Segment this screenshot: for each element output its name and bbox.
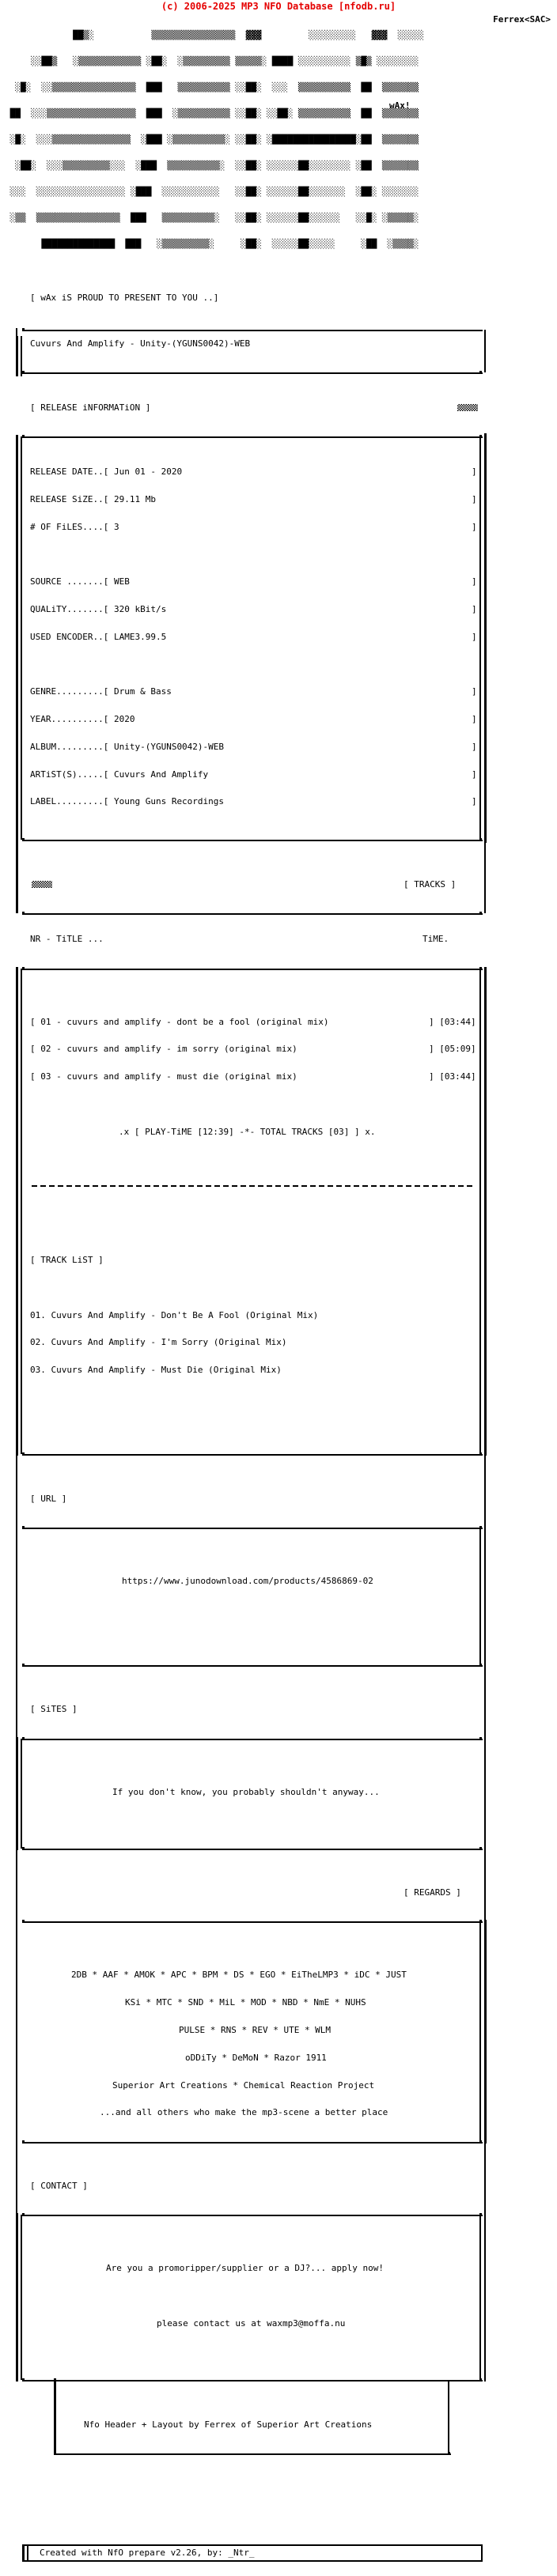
frame-dot [22,838,25,840]
credits-spacer [5,2502,557,2512]
frame-pipe [479,969,481,1454]
tracklist-spacer [5,1393,557,1403]
release-field-4: SOURCE .......[ [30,576,114,587]
regards-bottom-rule [22,2142,483,2144]
sites-bottom-rule [22,1849,483,1850]
tracks-spacer [5,990,557,999]
tracks-header-rule [22,969,483,970]
release-info-bottom-rule [5,834,557,844]
frame-dot [22,1737,25,1739]
ascii-art-line: ██▒░ ▒▒▒▒▒▒▒▒▒▒▒▒▒▒▒▒ ▓▓▓ ░░░░░░░░░ ▓▓▓ ░░░░░ [5,30,430,40]
release-field-8: GENRE.........[ [30,686,114,697]
release-info-top-rule [22,436,483,438]
release-field-row [5,467,557,477]
frame-pipe [21,436,22,840]
frame-dot [479,1737,482,1739]
footer-text: Created with NfO prepare v2.26, by: _Ntr_ [40,2547,255,2558]
release-field-row [5,770,557,780]
frame-pipe [16,2213,18,2381]
release-field-10-value: Unity-(YGUNS0042)-WEB [113,741,225,752]
regards-line [5,2081,557,2091]
release-field-5-value: 320 kBit/s [113,603,167,614]
regards-line-3: oDDiTy * DeMoN * Razor 1911 [185,2052,327,2063]
regards-line [5,2053,557,2063]
footer-top-rule [22,2544,483,2546]
frame-pipe [484,330,486,372]
regards-rule [5,1916,557,1925]
regards-label [5,1888,557,1898]
release-info-shade-marker [457,404,478,411]
frame-pipe [479,436,481,840]
release-field-1-value: 29.11 Mb [113,493,156,504]
tracklist-spacer [5,1210,557,1219]
release-field-row [5,605,557,614]
tracks-col-nr-title: NR - TiTLE ... [30,934,104,945]
tracks-column-header [5,935,557,944]
frame-dot [22,1664,25,1666]
ascii-art-line: ░█░ ░░▒▒▒▒▒▒▒▒▒▒▒▒▒▒▒▒ ███ ▒▒▒▒▒▒▒▒▒▒ ░░██░ ░░░ ▒▒▒▒▒▒▒▒▒▒ ██ ▒▒▒▒▒▒▒ [5,82,430,93]
frame-pipe [21,2215,22,2380]
contact-rule [5,2209,557,2219]
frame-dot [22,912,25,914]
regards-line [5,1970,557,1980]
url-bottom-rule [22,1665,483,1667]
release-field-11-value: Cuvurs And Amplify [113,769,209,780]
tracks-spacer [5,1100,557,1109]
release-field-row [5,715,557,724]
regards-bottom-rule [5,2136,557,2145]
ferrex-sac-tag: Ferrex<SAC> [493,14,551,25]
frame-dot [22,1452,25,1455]
frame-pipe [16,1849,17,1922]
ascii-art-line: ░██░ ░░░▒▒▒▒▒▒▒▒▒░░░ ░███ ▒▒▒▒▒▒▒▒▒▒░ ░░██░ ░░░░░░██░░░░░░░░ ░██ ▒▒▒▒▒▒▒ [5,161,430,171]
release-title-top-rule [22,330,483,331]
ascii-art-line: ░▒▒ ▒▒▒▒▒▒▒▒▒▒▒▒▒▒▒▒ ███ ▒▒▒▒▒▒▒▒▒▒░ ░░██░ ░░░░░░██░░░░░░ ░░█░ ░▒▒▒▒▒░ [5,213,430,223]
field-close-bracket: ] [472,769,477,780]
nfodb-copyright-banner: (c) 2006-2025 MP3 NFO Database [nfodb.ru] [161,1,396,12]
frame-dot [479,912,482,914]
release-field-12-value: Young Guns Recordings [113,796,225,807]
tracklist-item [5,1311,557,1320]
url-spacer [5,1604,557,1614]
regards-line-2: PULSE * RNS * REV * UTE * WLM [179,2025,332,2035]
regards-line [5,1998,557,2008]
credits-spacer [5,2475,557,2484]
ascii-art-line: ░░██▒ ░▒▒▒▒▒▒▒▒▒▒▒▒ ░██░ ░▒▒▒▒▒▒▒▒▒ ▒▒▒▒▒░ ████ ░░░░░░░░░░ ▒█▒ ░░░░░░░░ [5,56,430,66]
frame-pipe [27,2544,28,2561]
contact-spacer [5,2237,557,2246]
release-title-rule [5,367,557,376]
frame-pipe [484,2142,486,2215]
release-title-bottom-rule [22,372,483,374]
frame-pipe [16,435,18,841]
frame-pipe [484,840,486,913]
frame-pipe [484,1526,486,1667]
release-field-row [5,633,557,642]
release-field-5: QUALiTY.......[ [30,603,114,614]
frame-dot [22,328,25,330]
release-field-6-value: LAME3.99.5 [113,631,167,642]
release-field-11: ARTiST(S).....[ [30,769,114,780]
release-field-row [5,523,557,532]
tracks-spacer [5,1155,557,1165]
frame-pipe [54,2380,56,2455]
sites-rule [5,1732,557,1742]
frame-pipe [484,1454,486,1528]
release-info-bottom-rule [22,840,483,841]
track-row [5,1018,557,1027]
release-field-4-value: WEB [113,576,130,587]
frame-pipe [448,2380,449,2455]
frame-pipe [484,2213,486,2381]
frame-pipe [16,840,18,913]
ascii-art-header [0,13,557,266]
tracklist-item-2: 03. Cuvurs And Amplify - Must Die (Original Mix) [30,1365,282,1376]
frame-pipe [22,2544,25,2563]
ascii-art-line: ██ ░░░▒▒▒▒▒▒▒▒▒▒▒▒▒▒▒▒▒ ███ ░▒▒▒▒▒▒▒▒▒▒ ░░██░ ░░██░ ▒▒▒▒▒▒▒▒▒▒ ██ ▒▒▒▒▒▒▒ [5,108,430,119]
credits-line [5,2420,557,2430]
frame-pipe [481,2544,483,2563]
track-row-1-time: ] [05:09] [429,1044,476,1055]
url-spacer [5,1549,557,1558]
regards-line [5,2026,557,2035]
frame-pipe [484,967,487,1456]
tracks-summary [5,1127,557,1137]
track-row-2-time: ] [03:44] [429,1071,476,1082]
track-row-0-title: [ 01 - cuvurs and amplify - dont be a fool (original mix) [30,1016,329,1027]
frame-dot [22,435,25,437]
wax-tag: wAx! [389,100,411,111]
field-close-bracket: ] [472,631,477,642]
frame-pipe [16,1454,17,1528]
tracklist-item [5,1365,557,1375]
tracklist-spacer [5,1283,557,1293]
footer-bottom-rule [22,2560,483,2562]
url-spacer [5,1631,557,1641]
track-row [5,1044,557,1054]
field-close-bracket: ] [472,796,477,807]
field-close-bracket: ] [472,521,477,532]
tracklist-item [5,1338,557,1347]
frame-pipe [479,2215,481,2380]
frame-dot [22,967,25,969]
tracks-shade-marker [32,881,52,888]
contact-line [5,2264,557,2273]
release-field-1: RELEASE SiZE..[ [30,493,114,504]
tracks-label-text: [ TRACKS ] [404,878,457,890]
field-close-bracket: ] [472,603,477,614]
sites-spacer [5,1760,557,1770]
release-field-9: YEAR..........[ [30,714,114,725]
tracks-header-rule [5,962,557,972]
release-field-spacer [5,550,557,559]
frame-pipe [484,433,487,843]
release-info-rule [5,431,557,440]
release-field-8-value: Drum & Bass [113,686,172,697]
frame-pipe [484,1737,486,1850]
url-label-text: [ URL ] [30,1493,67,1504]
frame-pipe [16,336,18,376]
frame-pipe [484,1849,486,1922]
footer-line [5,2548,557,2558]
release-field-6: USED ENCODER..[ [30,631,114,642]
field-close-bracket: ] [472,576,477,587]
frame-dot [22,2213,25,2215]
credits-rule [5,2447,557,2457]
release-field-row [5,577,557,587]
frame-dot [54,2378,56,2381]
frame-dot [22,1847,25,1849]
present-line [5,293,557,303]
ascii-art-line: ░█░ ░░░▒▒▒▒▒▒▒▒▒▒▒▒▒▒▒ ░███ ░▒▒▒▒▒▒▒▒▒▒░ ░░██░ ░████████████████░██ ▒▒▒▒▒▒▒ [5,134,430,145]
url-value[interactable]: https://www.junodownload.com/products/4586869-02 [122,1575,373,1586]
regards-line-0: 2DB * AAF * AMOK * APC * BPM * DS * EGO * EiTheLMP3 * iDC * JUST [71,1970,407,1981]
release-field-row [5,797,557,806]
credits-text: Nfo Header + Layout by Ferrex of Superior Art Creations [84,2419,373,2430]
frame-dot [22,371,25,373]
frame-pipe [21,969,22,1454]
regards-line-5: ...and all others who make the mp3-scene a better place [100,2107,388,2118]
url-bottom-rule [5,1659,557,1668]
release-field-row [5,687,557,697]
sites-top-rule [22,1739,483,1740]
tracklist-bottom-rule [5,1449,557,1458]
ascii-art-line: ██████████████ ███ ░▒▒▒▒▒▒▒▒▒░ ░██░ ░░░░░██░░░░░ ░██ ░▒▒▒▒░ [5,239,430,249]
sites-bottom-rule [5,1842,557,1852]
track-row-2-title: [ 03 - cuvurs and amplify - must die (original mix) [30,1071,297,1082]
field-close-bracket: ] [472,466,477,478]
contact-line-1: Are you a promoripper/supplier or a DJ?... apply now! [106,2263,384,2274]
frame-pipe [16,1665,17,1739]
frame-dashed-rule [32,1185,473,1187]
frame-pipe [21,1739,22,1849]
tracklist-label-text: [ TRACK LiST ] [30,1255,104,1266]
frame-pipe [16,1920,17,2143]
contact-spacer [5,2291,557,2301]
contact-bottom-rule [22,2380,483,2381]
contact-line[interactable] [5,2319,557,2329]
sites-label [5,1705,557,1714]
field-close-bracket: ] [472,493,477,504]
track-row [5,1072,557,1082]
regards-spacer [5,1943,557,1953]
regards-line-1: KSi * MTC * SND * MiL * MOD * NBD * NmE * NUHS [125,1997,366,2008]
frame-pipe [16,1526,17,1667]
release-title-text: Cuvurs And Amplify - Unity-(YGUNS0042)-WEB [30,338,251,349]
tracklist-bottom-rule [22,1454,483,1456]
tracks-rule [5,908,557,917]
release-field-12: LABEL.........[ [30,796,114,807]
release-field-row [5,742,557,752]
frame-pipe [16,1737,18,1850]
frame-dot [479,371,482,373]
frame-pipe [16,967,18,1456]
field-close-bracket: ] [472,741,477,752]
url-top-rule [22,1528,483,1529]
frame-pipe [484,1665,486,1739]
release-field-row [5,495,557,504]
track-row-1-title: [ 02 - cuvurs and amplify - im sorry (original mix) [30,1044,297,1055]
frame-pipe [479,1528,481,1665]
tracklist-item-1: 02. Cuvurs And Amplify - I'm Sorry (Original Mix) [30,1337,287,1348]
tracklist-item-0: 01. Cuvurs And Amplify - Don't Be A Fool (Original Mix) [30,1309,319,1320]
frame-dot [22,1920,25,1922]
field-close-bracket: ] [472,686,477,697]
tracks-section-label [5,880,557,890]
contact-top-rule [22,2215,483,2216]
contact-label [5,2181,557,2191]
release-field-spacer [5,660,557,670]
url-label [5,1494,557,1504]
contact-spacer [5,2347,557,2356]
nfo-body [0,266,557,2576]
credits-bottom-rule [54,2453,451,2455]
ascii-art-line: ░░░ ░░░░░░░░░░░░░░░░░ ░███ ░░░░░░░░░░░ ░░██░ ░░░░░░██░░░░░░░ ░██░ ░░░░░░░ [5,187,430,197]
frame-pipe [479,1921,481,2141]
present-line-text: [ wAx iS PROUD TO PRESENT TO YOU ..] [30,292,219,303]
release-field-10: ALBUM.........[ [30,741,114,752]
frame-pipe [484,1920,487,2143]
tracklist-label [5,1256,557,1265]
release-info-label-text: [ RELEASE iNFORMATiON ] [30,402,151,413]
regards-label-text: [ REGARDS ] [404,1887,461,1898]
sites-label-text: [ SiTES ] [30,1704,78,1715]
regards-line [5,2108,557,2117]
contact-line-2[interactable]: please contact us at waxmp3@moffa.nu [157,2318,346,2329]
release-field-0-value: Jun 01 - 2020 [113,466,183,478]
frame-dot [479,1847,482,1849]
release-field-2-value: 3 [113,521,119,532]
field-close-bracket: ] [472,714,477,725]
release-field-9-value: 2020 [113,714,135,725]
release-title-row [5,339,557,349]
regards-line-4: Superior Art Creations * Chemical Reaction Project [112,2079,375,2091]
regards-top-rule [22,1921,483,1923]
frame-dot [22,2378,25,2381]
sites-value: If you don't know, you probably shouldn't anyway... [112,1786,380,1797]
release-field-0: RELEASE DATE..[ [30,466,114,478]
url-value-row[interactable] [5,1577,557,1586]
frame-dot [22,1526,25,1528]
frame-dot [22,2140,25,2143]
sites-spacer [5,1815,557,1824]
url-rule [5,1521,557,1531]
tracks-top-rule [22,913,483,915]
tracklist-spacer [5,1421,557,1430]
sites-value-row [5,1788,557,1797]
contact-label-text: [ CONTACT ] [30,2181,88,2192]
frame-pipe [16,2142,17,2215]
tracks-summary-text: .x [ PLAY-TiME [12:39] -*- TOTAL TRACKS [03] ] x. [119,1126,376,1137]
track-row-0-time: ] [03:44] [429,1016,476,1027]
contact-bottom-rule [5,2374,557,2384]
frame-pipe [16,328,17,338]
release-field-2: # OF FiLES....[ [30,521,114,532]
tracks-col-time: TiME. [422,934,449,945]
